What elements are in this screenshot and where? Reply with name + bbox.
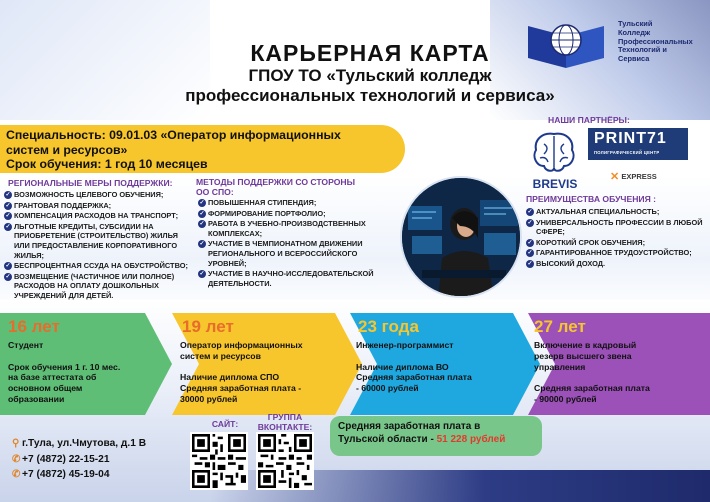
- page-subtitle: [150, 66, 590, 106]
- regional-salary-box: [330, 416, 542, 456]
- check-icon: ✓: [199, 241, 205, 248]
- page-title: КАРЬЕРНАЯ КАРТА: [250, 40, 490, 66]
- list-item: ✓ РАБОТА В УЧЕБНО-ПРОИЗВОДСТВЕННЫХ КОМПЛЕКСАХ;: [199, 219, 366, 238]
- list-item: ✓ ГРАНТОВАЯ ПОДДЕРЖКА;: [5, 200, 112, 210]
- list-item: ✓ ЛЬГОТНЫЕ КРЕДИТЫ, СУБСИДИИ НА ПРИОБРЕТЕНИЕ (СТРОИТЕЛЬСТВО) ЖИЛЬЯ ИЛИ ПРЕДОСТАВЛЕНИЕ КОРПОРАТИВНОГО ЖИЛЬЯ;: [5, 221, 178, 260]
- salary-value: 51 228 рублей: [436, 434, 506, 445]
- regional-support-list: [4, 190, 194, 302]
- express-x-icon: ✕: [610, 171, 620, 183]
- list-item: ✓ КОРОТКИЙ СРОК ОБУЧЕНИЯ;: [527, 237, 646, 247]
- list-item: ✓ БЕСПРОЦЕНТНАЯ ССУДА НА ОБУСТРОЙСТВО;: [5, 261, 188, 271]
- timeline-text: Оператор информационных систем и ресурсов Наличие диплома СПО Средняя заработная плата - 30000 рублей: [180, 340, 303, 404]
- check-icon: ✓: [5, 213, 11, 220]
- check-icon: ✓: [5, 192, 11, 198]
- list-item: ✓ ВОЗМЕЩЕНИЕ (ЧАСТИЧНОЕ ИЛИ ПОЛНОЕ) РАСХОДОВ НА ОПЛАТУ ДОШКОЛЬНЫХ УЧРЕЖДЕНИЙ ДЛЯ ДЕТЕЙ.: [5, 271, 175, 300]
- timeline-step-27: [528, 313, 710, 415]
- college-support-title-line: ОО СПО:: [196, 187, 234, 197]
- logo-text-line: Тульский: [618, 19, 653, 28]
- vk-label-line: ГРУППА: [267, 412, 303, 422]
- address-text: г.Тула, ул.Чмутова, д.1 В: [22, 438, 147, 449]
- timeline-step-23: [350, 313, 540, 415]
- list-item: ✓ УНИВЕРСАЛЬНОСТЬ ПРОФЕССИИ В ЛЮБОЙ СФЕРЕ;: [527, 217, 703, 237]
- student-photo: [400, 176, 522, 298]
- brevis-logo-text: BREVIS: [532, 177, 578, 191]
- check-icon: ✓: [5, 263, 11, 270]
- vk-qr-label: [254, 413, 316, 432]
- list-item: ✓ ФОРМИРОВАНИЕ ПОРТФОЛИО;: [199, 208, 326, 218]
- check-icon: ✓: [527, 239, 533, 246]
- timeline-age: 19 лет: [182, 317, 234, 336]
- timeline-text: Студент Срок обучения 1 г. 10 мес. на базе аттестата об основном общем образовании: [8, 340, 121, 404]
- phone-row: [12, 467, 146, 483]
- logo-text-line: Сервиса: [618, 54, 650, 64]
- location-pin-icon: ⚲: [12, 438, 20, 449]
- express-logo: [610, 170, 670, 184]
- timeline-text: Включение в кадровый резерв высшего звена управления Средняя заработная плата - 90000 рублей: [534, 340, 650, 404]
- check-icon: ✓: [527, 209, 533, 215]
- advantages-title: ПРЕИМУЩЕСТВА ОБУЧЕНИЯ :: [526, 194, 656, 204]
- timeline-age: 27 лет: [534, 317, 586, 336]
- student-at-computer-illustration: [402, 178, 522, 298]
- regional-support-title: РЕГИОНАЛЬНЫЕ МЕРЫ ПОДДЕРЖКИ:: [8, 178, 173, 188]
- college-logo: [526, 18, 701, 70]
- list-item: ✓ ВЫСОКИЙ ДОХОД.: [527, 258, 606, 268]
- list-item: ✓ АКТУАЛЬНАЯ СПЕЦИАЛЬНОСТЬ;: [527, 207, 660, 216]
- salary-line-1: Средняя заработная плата в: [338, 421, 481, 432]
- print71-subtitle: ПОЛИГРАФИЧЕСКИЙ ЦЕНТР: [594, 150, 660, 155]
- check-icon: ✓: [199, 200, 205, 206]
- list-item: ✓ КОМПЕНСАЦИЯ РАСХОДОВ НА ТРАНСПОРТ;: [5, 211, 179, 221]
- timeline-step-19: [172, 313, 362, 415]
- timeline-age: 16 лет: [8, 317, 60, 336]
- check-icon: ✓: [527, 250, 533, 257]
- logo-text-line: Профессиональных: [618, 36, 693, 46]
- site-qr-label: САЙТ:: [211, 419, 239, 429]
- check-icon: ✓: [5, 202, 11, 209]
- college-support-title: [196, 177, 391, 197]
- phone-number[interactable]: +7 (4872) 45-19-04: [22, 469, 110, 480]
- college-logo-text: [618, 20, 700, 64]
- vk-qr-code[interactable]: [256, 432, 314, 490]
- check-icon: ✓: [5, 273, 11, 280]
- subtitle-line-1: ГПОУ ТО «Тульский колледж: [248, 66, 492, 85]
- partners-title: НАШИ ПАРТНЁРЫ:: [548, 115, 630, 125]
- check-icon: ✓: [199, 221, 205, 228]
- qr-code-icon: [258, 434, 312, 488]
- address-row: [12, 436, 146, 452]
- contacts-block: [12, 436, 146, 483]
- specialty-line-2: систем и ресурсов»: [6, 142, 128, 157]
- timeline-age: 23 года: [358, 317, 419, 336]
- check-icon: ✓: [5, 223, 11, 230]
- list-item: ✓ ВОЗМОЖНОСТЬ ЦЕЛЕВОГО ОБУЧЕНИЯ;: [5, 190, 164, 199]
- check-icon: ✓: [199, 210, 205, 217]
- print71-logo: [588, 128, 688, 160]
- college-support-list: [198, 198, 393, 289]
- qr-code-icon: [192, 434, 246, 488]
- express-logo-text: EXPRESS: [621, 172, 657, 181]
- logo-text-line: Колледж: [618, 27, 651, 37]
- salary-line-2: [338, 433, 534, 446]
- list-item: ✓ ПОВЫШЕННАЯ СТИПЕНДИЯ;: [199, 198, 317, 207]
- phone-row: [12, 452, 146, 468]
- check-icon: ✓: [199, 271, 205, 278]
- phone-number[interactable]: +7 (4872) 22-15-21: [22, 453, 110, 465]
- college-emblem-icon: [526, 18, 606, 70]
- college-support-title-line: МЕТОДЫ ПОДДЕРЖКИ СО СТОРОНЫ: [196, 177, 356, 187]
- phone-icon: ✆: [12, 469, 21, 480]
- check-icon: ✓: [527, 260, 533, 267]
- timeline-step-16: [0, 313, 172, 415]
- specialty-banner: [0, 125, 405, 173]
- list-item: ✓ УЧАСТИЕ В ЧЕМПИОНАТНОМ ДВИЖЕНИИ РЕГИОНАЛЬНОГО И ВСЕРОССИЙСКОГО УРОВНЕЙ;: [199, 239, 363, 268]
- timeline-text: Инженер-программист Наличие диплома ВО Средняя заработная плата - 60000 рублей: [356, 340, 472, 394]
- advantages-list: [526, 207, 706, 270]
- vk-label-line: ВКОНТАКТЕ:: [257, 421, 313, 432]
- study-duration: Срок обучения: 1 год 10 месяцев: [6, 157, 208, 171]
- subtitle-line-2: профессиональных технологий и сервиса»: [185, 86, 555, 105]
- salary-label: Тульской области -: [338, 434, 434, 445]
- list-item: ✓ УЧАСТИЕ В НАУЧНО-ИССЛЕДОВАТЕЛЬСКОЙ ДЕЯТЕЛЬНОСТИ.: [199, 269, 374, 288]
- check-icon: ✓: [527, 219, 533, 226]
- specialty-line-1: Специальность: 09.01.03 «Оператор информационных: [6, 128, 341, 142]
- logo-text-line: Технологий и: [618, 45, 667, 55]
- list-item: ✓ ГАРАНТИРОВАННОЕ ТРУДОУСТРОЙСТВО;: [527, 248, 692, 258]
- print71-name: PRINT71: [594, 130, 667, 147]
- site-qr-code[interactable]: [190, 432, 248, 490]
- phone-icon: ✆: [12, 453, 21, 465]
